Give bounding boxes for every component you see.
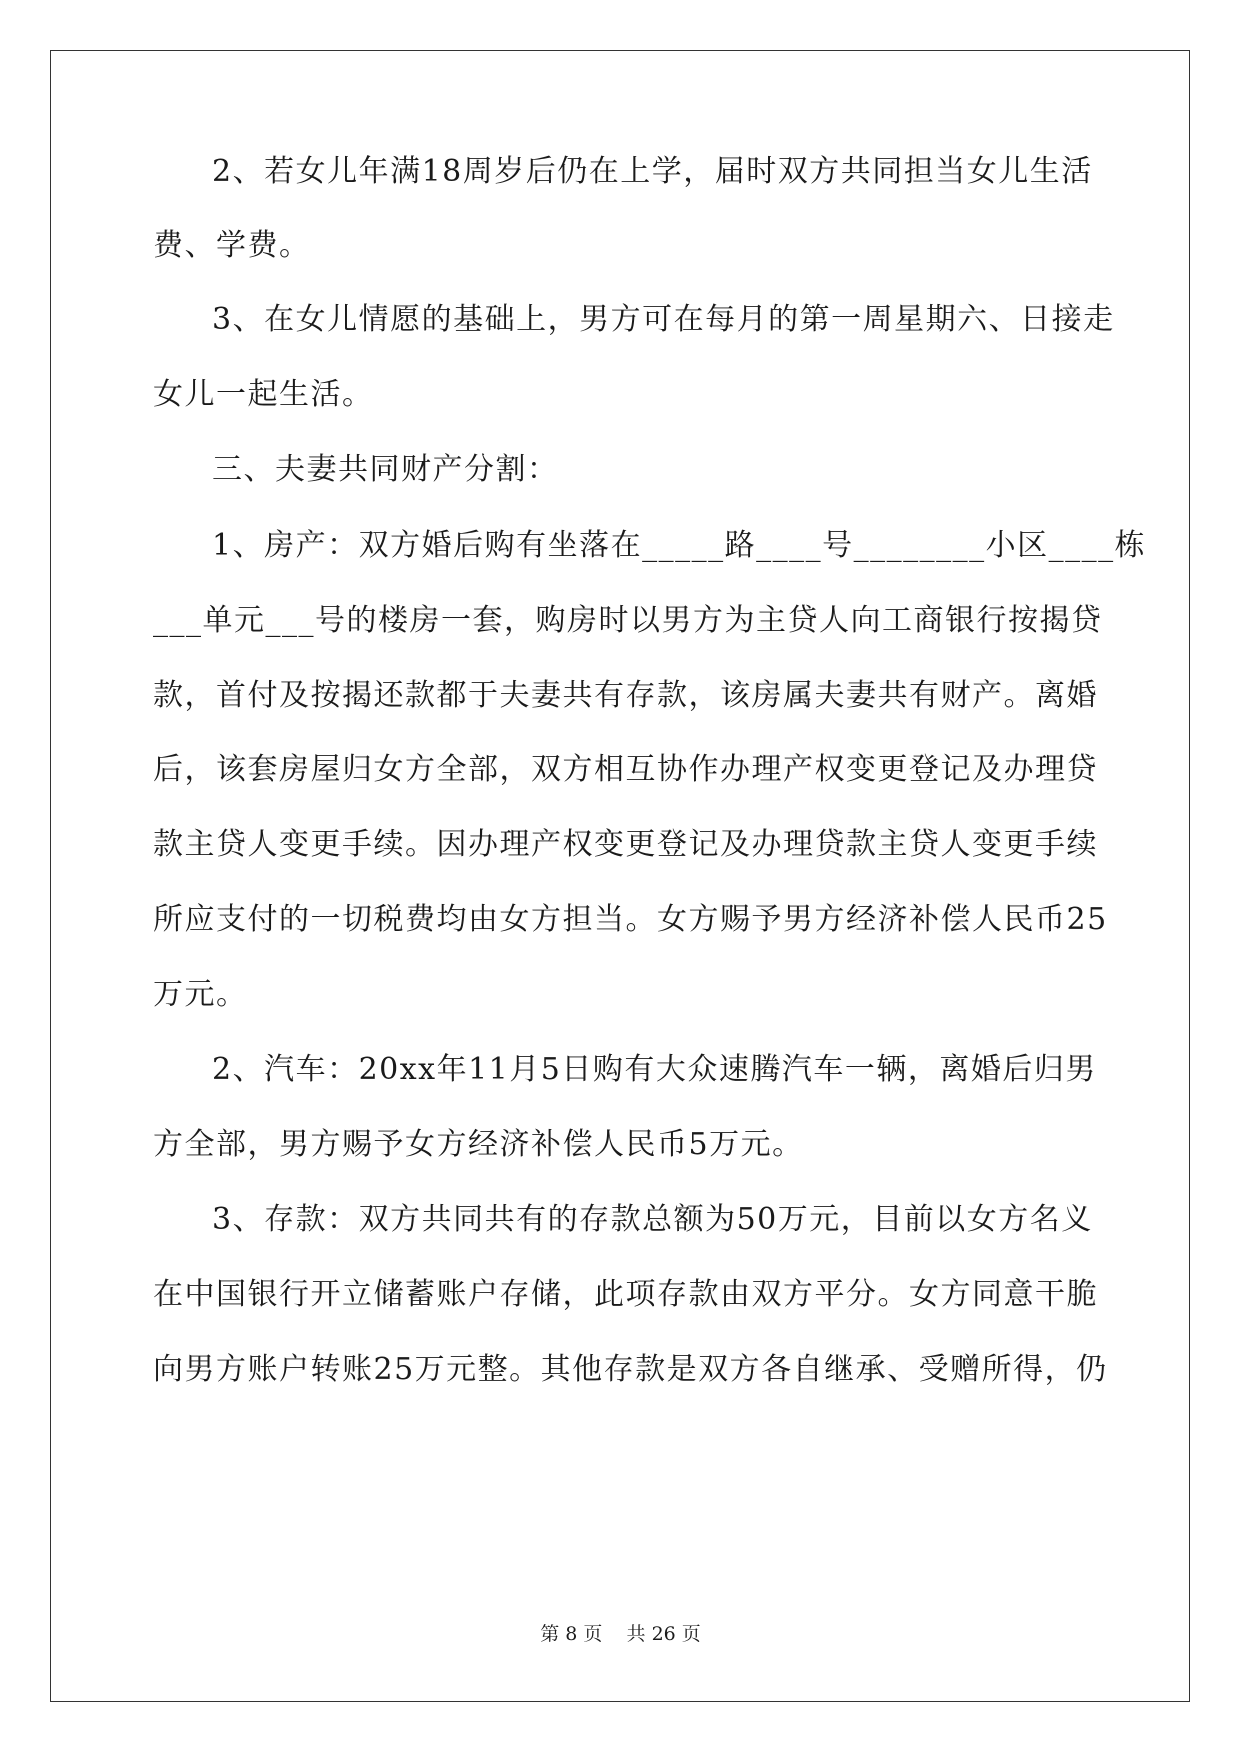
paragraph-line: ___单元___号的楼房一套，购房时以男方为主贷人向工商银行按揭贷 <box>153 603 1103 638</box>
paragraph-line: 2、若女儿年满18周岁后仍在上学，届时双方共同担当女儿生活 <box>212 154 1093 189</box>
paragraph-line: 款主贷人变更手续。因办理产权变更登记及办理贷款主贷人变更手续 <box>153 827 1098 862</box>
paragraph-line: 向男方账户转账25万元整。其他存款是双方各自继承、受赠所得，仍 <box>153 1352 1108 1387</box>
paragraph-line: 后，该套房屋归女方全部，双方相互协作办理产权变更登记及办理贷 <box>153 752 1098 787</box>
paragraph-line: 所应支付的一切税费均由女方担当。女方赐予男方经济补偿人民币25 <box>153 902 1108 937</box>
page-frame <box>50 50 1190 1702</box>
paragraph-line: 在中国银行开立储蓄账户存储，此项存款由双方平分。女方同意干脆 <box>153 1277 1098 1312</box>
paragraph-line: 1、房产：双方婚后购有坐落在_____路____号________小区____栋 <box>212 528 1147 563</box>
page-number: 第 8 页 共 26 页 <box>540 1623 701 1645</box>
paragraph-line: 3、在女儿情愿的基础上，男方可在每月的第一周星期六、日接走 <box>212 302 1115 337</box>
paragraph-line: 万元。 <box>153 977 248 1012</box>
paragraph-line: 女儿一起生活。 <box>153 377 374 412</box>
paragraph-line: 2、汽车：20xx年11月5日购有大众速腾汽车一辆，离婚后归男 <box>212 1052 1097 1087</box>
paragraph-line: 费、学费。 <box>153 228 311 263</box>
paragraph-line: 款，首付及按揭还款都于夫妻共有存款，该房属夫妻共有财产。离婚 <box>153 678 1098 713</box>
paragraph-line: 3、存款：双方共同共有的存款总额为50万元，目前以女方名义 <box>212 1202 1093 1237</box>
paragraph-line: 方全部，男方赐予女方经济补偿人民币5万元。 <box>153 1127 804 1162</box>
section-heading: 三、夫妻共同财产分割： <box>212 452 559 487</box>
